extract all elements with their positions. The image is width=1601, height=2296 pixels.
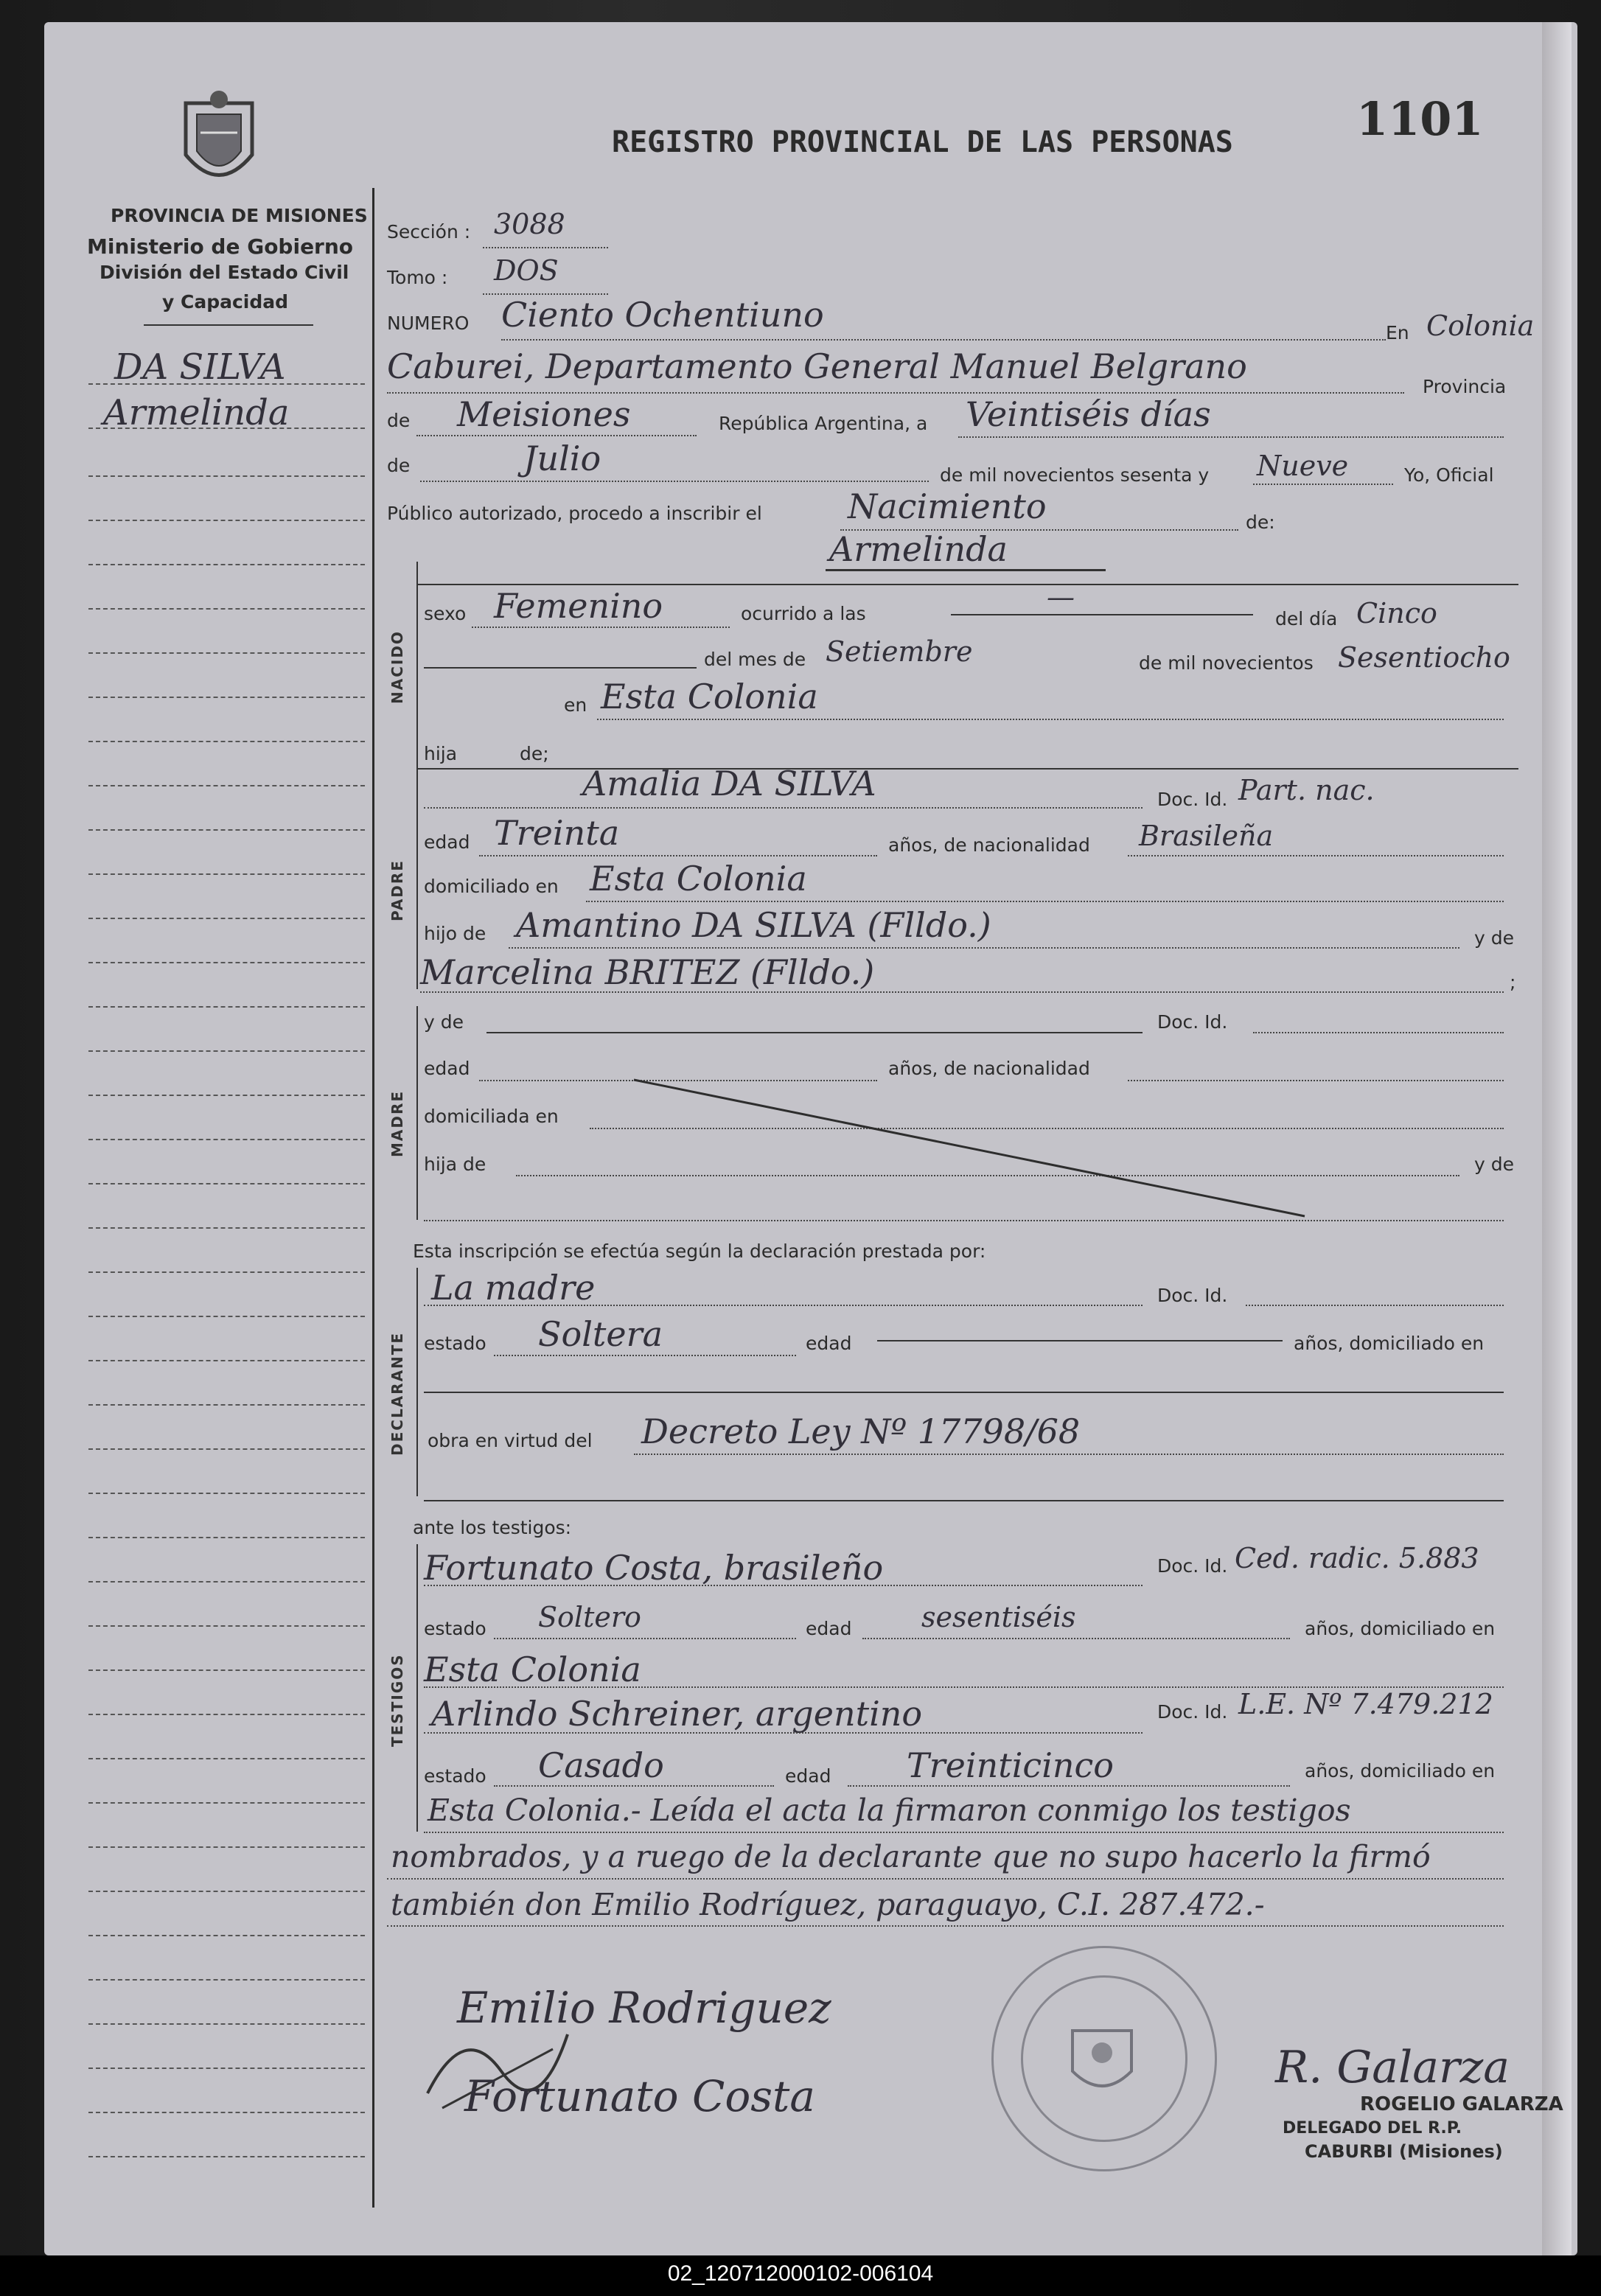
office-line-1: PROVINCIA DE MISIONES bbox=[111, 205, 368, 226]
cierre-linea-2: también don Emilio Rodríguez, paraguayo, C.I. 287.472.- bbox=[391, 1887, 1265, 1922]
declarante-nombre: La madre bbox=[431, 1268, 596, 1308]
padre-hijo-label: hijo de bbox=[424, 923, 486, 944]
oficial-nombre: ROGELIO GALARZA bbox=[1360, 2093, 1563, 2115]
tomo-label: Tomo : bbox=[387, 267, 448, 288]
numero-value: Ciento Ochentiuno bbox=[501, 295, 824, 335]
madre-section-label: MADRE bbox=[388, 1089, 406, 1157]
page-title: REGISTRO PROVINCIAL DE LAS PERSONAS bbox=[612, 125, 1233, 159]
en-nacido-label: en bbox=[564, 694, 587, 716]
testigo1-domicilio-value: Esta Colonia bbox=[424, 1650, 641, 1689]
padre-nombre: Amalia DA SILVA bbox=[582, 764, 876, 803]
mes-nacido-value: Setiembre bbox=[826, 635, 973, 668]
testigo2-nombre: Arlindo Schreiner, argentino bbox=[431, 1694, 923, 1734]
de2-label: de bbox=[387, 455, 411, 476]
padre-doc-label: Doc. Id. bbox=[1157, 789, 1228, 810]
padre-y-de-label: y de bbox=[1474, 927, 1514, 949]
publico-label: Público autorizado, procedo a inscribir el bbox=[387, 503, 762, 524]
oficial-cargo: DELEGADO DEL R.P. bbox=[1283, 2119, 1462, 2138]
testigos-section-label: TESTIGOS bbox=[388, 1653, 406, 1747]
acto-value: Nacimiento bbox=[848, 486, 1047, 526]
hora-value: — bbox=[1047, 581, 1075, 613]
footer-bar bbox=[0, 2255, 1601, 2296]
de-nacido-label: de; bbox=[520, 743, 549, 764]
testigos-intro: ante los testigos: bbox=[413, 1517, 572, 1538]
nombre-value: Armelinda bbox=[829, 529, 1008, 569]
madre-y-de2-label: y de bbox=[1474, 1154, 1514, 1175]
padre-nacionalidad-value: Brasileña bbox=[1139, 820, 1274, 852]
de3-label: de: bbox=[1246, 512, 1275, 533]
declarante-section-label: DECLARANTE bbox=[388, 1331, 406, 1456]
lugar-nacido-value: Esta Colonia bbox=[601, 677, 818, 716]
testigo2-domicilio-label: años, domiciliado en bbox=[1305, 1760, 1496, 1782]
nacido-section-label: NACIDO bbox=[388, 630, 406, 704]
republica-label: República Argentina, a bbox=[719, 413, 928, 434]
mil-nacido-label: de mil novecientos bbox=[1139, 652, 1314, 674]
padre-domicilio-label: domiciliado en bbox=[424, 876, 559, 897]
ocurrido-label: ocurrido a las bbox=[741, 603, 866, 624]
provincia-value: Meisiones bbox=[457, 394, 631, 434]
office-line-4: y Capacidad bbox=[162, 291, 289, 313]
padre-doc-value: Part. nac. bbox=[1238, 774, 1375, 806]
dia-value: Veintiséis días bbox=[966, 394, 1211, 434]
madre-strike-line bbox=[627, 1072, 1312, 1220]
testigo2-doc-value: L.E. Nº 7.479.212 bbox=[1238, 1688, 1493, 1720]
padre-padres-1: Amantino DA SILVA (Flldo.) bbox=[516, 905, 991, 945]
folio-number: 1101 bbox=[1356, 92, 1484, 146]
testigo1-edad-value: sesentiséis bbox=[921, 1601, 1076, 1633]
del-dia-label: del día bbox=[1275, 608, 1338, 629]
madre-nacionalidad-label: años, de nacionalidad bbox=[888, 1058, 1090, 1079]
provincia-label: Provincia bbox=[1423, 376, 1507, 397]
testigo2-doc-label: Doc. Id. bbox=[1157, 1701, 1228, 1723]
padre-nacionalidad-label: años, de nacionalidad bbox=[888, 834, 1090, 856]
declarante-obra-label: obra en virtud del bbox=[428, 1430, 593, 1451]
en-label: En bbox=[1386, 322, 1409, 343]
madre-y-de-label: y de bbox=[424, 1011, 464, 1033]
office-line-3: División del Estado Civil bbox=[100, 262, 349, 283]
testigo2-estado-label: estado bbox=[424, 1765, 486, 1787]
padre-section-label: PADRE bbox=[388, 859, 406, 921]
numero-label: NUMERO bbox=[387, 313, 470, 334]
testigo1-doc-value: Ced. radic. 5.883 bbox=[1235, 1542, 1479, 1574]
oficial-label: Yo, Oficial bbox=[1404, 464, 1494, 486]
margin-given-name: Armelinda bbox=[103, 392, 290, 433]
lugar-value: Caburei, Departamento General Manuel Belgrano bbox=[387, 346, 1247, 386]
firma-oficial: R. Galarza bbox=[1275, 2042, 1510, 2093]
testigo1-doc-label: Doc. Id. bbox=[1157, 1555, 1228, 1577]
testigo1-nombre: Fortunato Costa, brasileño bbox=[424, 1548, 884, 1588]
madre-domicilio-label: domiciliada en bbox=[424, 1106, 559, 1127]
padre-semicolon: ; bbox=[1510, 971, 1516, 993]
declarante-doc-label: Doc. Id. bbox=[1157, 1285, 1228, 1306]
declarante-intro: Esta inscripción se efectúa según la declaración prestada por: bbox=[413, 1241, 986, 1262]
declarante-obra-value: Decreto Ley Nº 17798/68 bbox=[641, 1412, 1081, 1451]
testigo2-estado-value: Casado bbox=[538, 1745, 664, 1785]
firma-emilio-rodriguez: Emilio Rodriguez bbox=[457, 1983, 831, 2033]
declarante-estado-label: estado bbox=[424, 1333, 486, 1354]
padre-edad-value: Treinta bbox=[494, 813, 620, 853]
padre-padres-2: Marcelina BRITEZ (Flldo.) bbox=[420, 952, 875, 992]
madre-doc-label: Doc. Id. bbox=[1157, 1011, 1228, 1033]
declarante-edad-label: edad bbox=[806, 1333, 852, 1354]
dia-nacido-value: Cinco bbox=[1356, 597, 1437, 629]
footer-id: 02_120712000102-006104 bbox=[667, 2261, 934, 2286]
testigo1-edad-label: edad bbox=[806, 1618, 852, 1639]
mil-label: de mil novecientos sesenta y bbox=[940, 464, 1210, 486]
seccion-value: 3088 bbox=[494, 208, 565, 240]
madre-hija-label: hija de bbox=[424, 1154, 486, 1175]
page-edge bbox=[1542, 22, 1572, 2255]
sexo-value: Femenino bbox=[494, 586, 663, 626]
de-label: de bbox=[387, 410, 411, 431]
declarante-estado-value: Soltera bbox=[538, 1314, 663, 1354]
margin-surname: DA SILVA bbox=[114, 346, 286, 388]
testigo1-estado-label: estado bbox=[424, 1618, 486, 1639]
padre-domicilio-value: Esta Colonia bbox=[590, 859, 807, 898]
en-value: Colonia bbox=[1426, 310, 1535, 342]
del-mes-label: del mes de bbox=[704, 649, 806, 670]
office-underline bbox=[144, 324, 313, 326]
testigo1-domicilio-label: años, domiciliado en bbox=[1305, 1618, 1496, 1639]
hija-label: hija bbox=[424, 743, 458, 764]
office-line-2: Ministerio de Gobierno bbox=[87, 234, 354, 259]
margin-rule bbox=[372, 188, 374, 2208]
mes-value: Julio bbox=[523, 439, 601, 478]
firma-fortunato-costa: Fortunato Costa bbox=[464, 2071, 815, 2121]
testigo2-domicilio-value: Esta Colonia.- Leída el acta la firmaron conmigo los testigos bbox=[428, 1793, 1351, 1828]
coat-of-arms-icon bbox=[171, 88, 267, 199]
testigo1-estado-value: Soltero bbox=[538, 1601, 641, 1633]
cierre-linea-1: nombrados, y a ruego de la declarante que no supo hacerlo la firmó bbox=[391, 1839, 1431, 1874]
testigo2-edad-value: Treinticinco bbox=[907, 1745, 1114, 1785]
sexo-label: sexo bbox=[424, 603, 467, 624]
madre-edad-label: edad bbox=[424, 1058, 470, 1079]
padre-edad-label: edad bbox=[424, 831, 470, 853]
oficial-lugar: CABURBI (Misiones) bbox=[1305, 2141, 1503, 2162]
seal-crest-icon bbox=[1061, 2020, 1143, 2101]
seccion-label: Sección : bbox=[387, 221, 471, 242]
testigo2-edad-label: edad bbox=[785, 1765, 831, 1787]
tomo-value: DOS bbox=[494, 254, 559, 287]
declarante-domicilio-label: años, domiciliado en bbox=[1294, 1333, 1485, 1354]
anio-nacido-value: Sesentiocho bbox=[1338, 641, 1510, 674]
anio-value: Nueve bbox=[1257, 450, 1349, 482]
